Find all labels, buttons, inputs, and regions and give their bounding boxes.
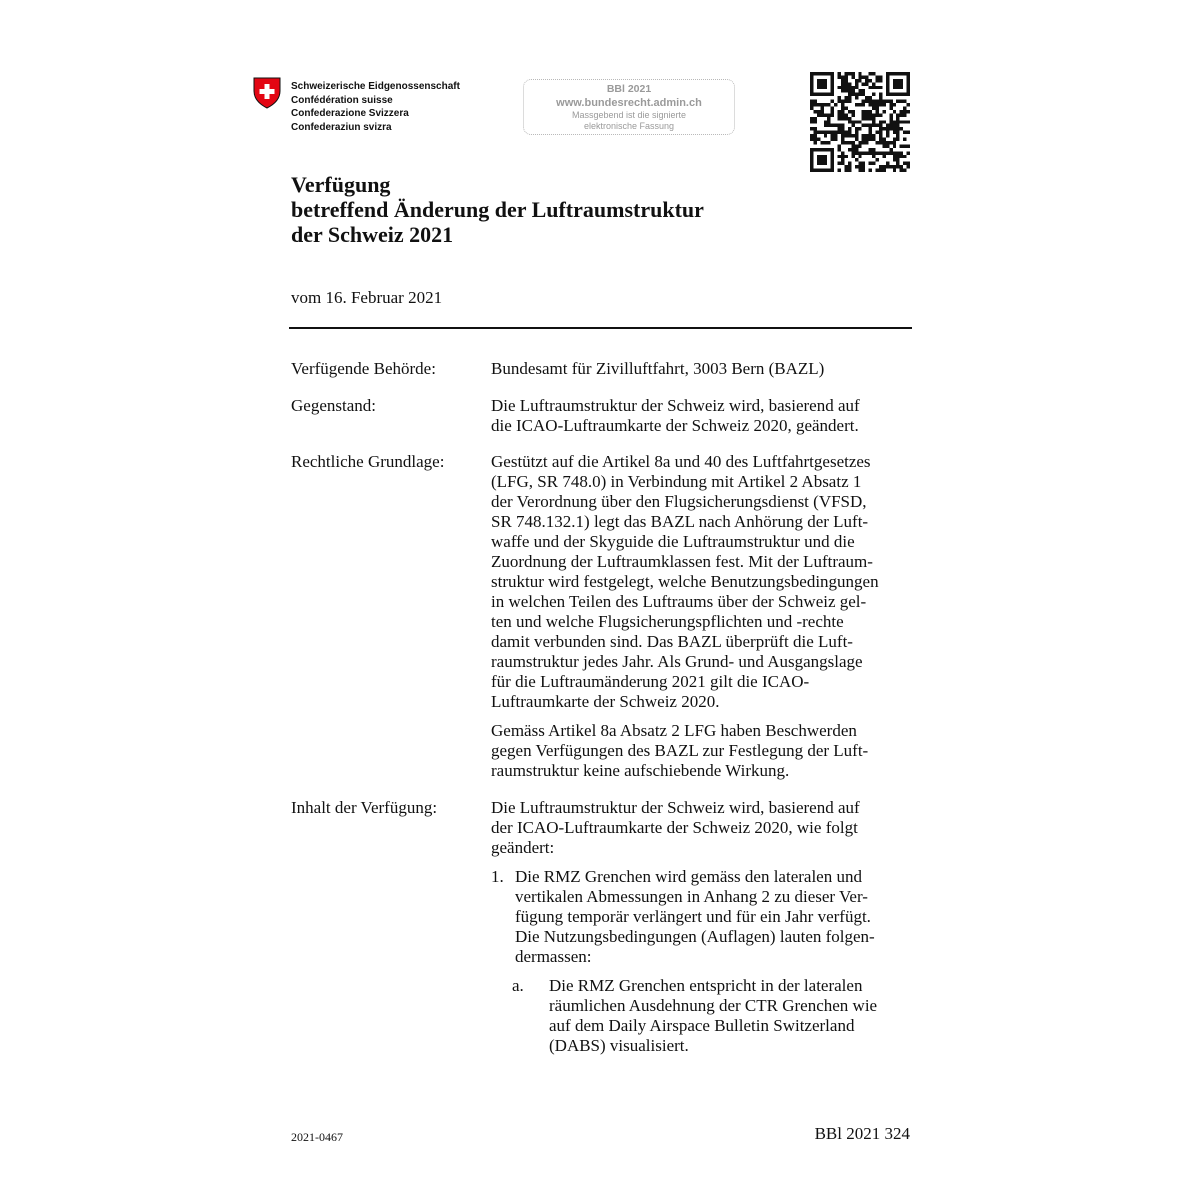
item-line: Die RMZ Grenchen wird gemäss den lateralen und: [515, 867, 862, 886]
content-line: geändert:: [491, 838, 555, 857]
item-line: Die Nutzungsbedingungen (Auflagen) lauten folgen-: [515, 927, 875, 946]
document-number: 2021-0467: [291, 1130, 343, 1144]
title-line-1: Verfügung: [291, 172, 391, 197]
legal-basis-label: Rechtliche Grundlage:: [291, 452, 445, 471]
subject-line: Die Luftraumstruktur der Schweiz wird, basierend auf: [491, 396, 860, 415]
item-line: vertikalen Abmessungen in Anhang 2 zu dieser Ver-: [515, 887, 868, 906]
legal-basis-paragraph-1: [491, 452, 879, 712]
legal-line: Gestützt auf die Artikel 8a und 40 des Luftfahrtgesetzes: [491, 452, 871, 471]
content-intro: [491, 798, 860, 858]
subject-label: Gegenstand:: [291, 396, 376, 415]
legal-line: ten und welche Flugsicherungspflichten und -rechte: [491, 612, 844, 631]
item-line: dermassen:: [515, 947, 592, 966]
subject-line: die ICAO-Luftraumkarte der Schweiz 2020, geändert.: [491, 416, 859, 435]
legal-line: (LFG, SR 748.0) in Verbindung mit Artikel 2 Absatz 1: [491, 472, 862, 491]
page-reference: BBl 2021 324: [814, 1124, 910, 1143]
legal-line: für die Luftraumänderung 2021 gilt die ICAO-: [491, 672, 810, 691]
legal-line: struktur wird festgelegt, welche Benutzungsbedingungen: [491, 572, 879, 591]
stamp-line-2: www.bundesrecht.admin.ch: [556, 97, 702, 109]
header-divider: [289, 327, 912, 329]
authority-line: Bundesamt für Zivilluftfahrt, 3003 Bern (BAZL): [491, 359, 825, 378]
document-date: vom 16. Februar 2021: [291, 288, 443, 307]
stamp-line-4: elektronische Fassung: [583, 121, 675, 131]
content-line: der ICAO-Luftraumkarte der Schweiz 2020, wie folgt: [491, 818, 858, 837]
legal-line: Luftraumkarte der Schweiz 2020.: [491, 692, 720, 711]
list-item-text: [515, 867, 875, 967]
content-line: Die Luftraumstruktur der Schweiz wird, basierend auf: [491, 798, 860, 817]
legal-line: in welchen Teilen des Luftraums über der Schweiz gel-: [491, 592, 867, 611]
confederation-name-rm: Confederaziun svizra: [291, 121, 392, 133]
content-label: Inhalt der Verfügung:: [291, 798, 438, 817]
item-line: fügung temporär verlängert und für ein Jahr verfügt.: [515, 907, 871, 926]
document-title: [291, 172, 704, 247]
stamp-line-3: Massgebend ist die signierte: [571, 110, 687, 120]
legal-line: SR 748.132.1) legt das BAZL nach Anhörung der Luft-: [491, 512, 869, 531]
list-item-number: 1.: [491, 867, 504, 886]
item-line: Die RMZ Grenchen entspricht in der lateralen: [549, 976, 863, 995]
legal-line: Zuordnung der Luftraumklassen fest. Mit der Luftraum-: [491, 552, 873, 571]
legal-line: raumstruktur keine aufschiebende Wirkung.: [491, 761, 790, 780]
legal-line: gegen Verfügungen des BAZL zur Festlegung der Luft-: [491, 741, 869, 760]
legal-line: damit verbunden sind. Das BAZL überprüft die Luft-: [491, 632, 853, 651]
authority-text: [491, 359, 824, 379]
confederation-name-it: Confederazione Svizzera: [291, 108, 409, 119]
legal-line: der Verordnung über den Flugsicherungsdienst (VFSD,: [491, 492, 867, 511]
confederation-name-fr: Confédération suisse: [291, 94, 393, 106]
subject-text: [491, 396, 860, 436]
confederation-name-de: Schweizerische Eidgenossenschaft: [291, 81, 460, 92]
qr-code-icon: [810, 72, 910, 172]
legal-basis-paragraph-2: [491, 721, 868, 781]
sub-list-item-letter: a.: [512, 976, 524, 995]
item-line: auf dem Daily Airspace Bulletin Switzerland: [549, 1016, 855, 1035]
title-line-2: betreffend Änderung der Luftraumstruktur: [291, 197, 704, 222]
confederation-names: [291, 80, 460, 134]
publication-stamp: [523, 79, 735, 135]
legal-line: waffe und der Skyguide die Luftraumstruktur und die: [491, 532, 855, 551]
title-line-3: der Schweiz 2021: [291, 222, 454, 247]
legal-line: Gemäss Artikel 8a Absatz 2 LFG haben Beschwerden: [491, 721, 857, 740]
item-line: räumlichen Ausdehnung der CTR Grenchen wie: [549, 996, 878, 1015]
item-line: (DABS) visualisiert.: [549, 1036, 689, 1055]
sub-list-item-text: [549, 976, 877, 1056]
stamp-line-1: BBl 2021: [606, 83, 652, 95]
swiss-cross-shield-icon: [253, 77, 281, 109]
legal-line: raumstruktur jedes Jahr. Als Grund- und Ausgangslage: [491, 652, 863, 671]
authority-label: Verfügende Behörde:: [291, 359, 436, 378]
